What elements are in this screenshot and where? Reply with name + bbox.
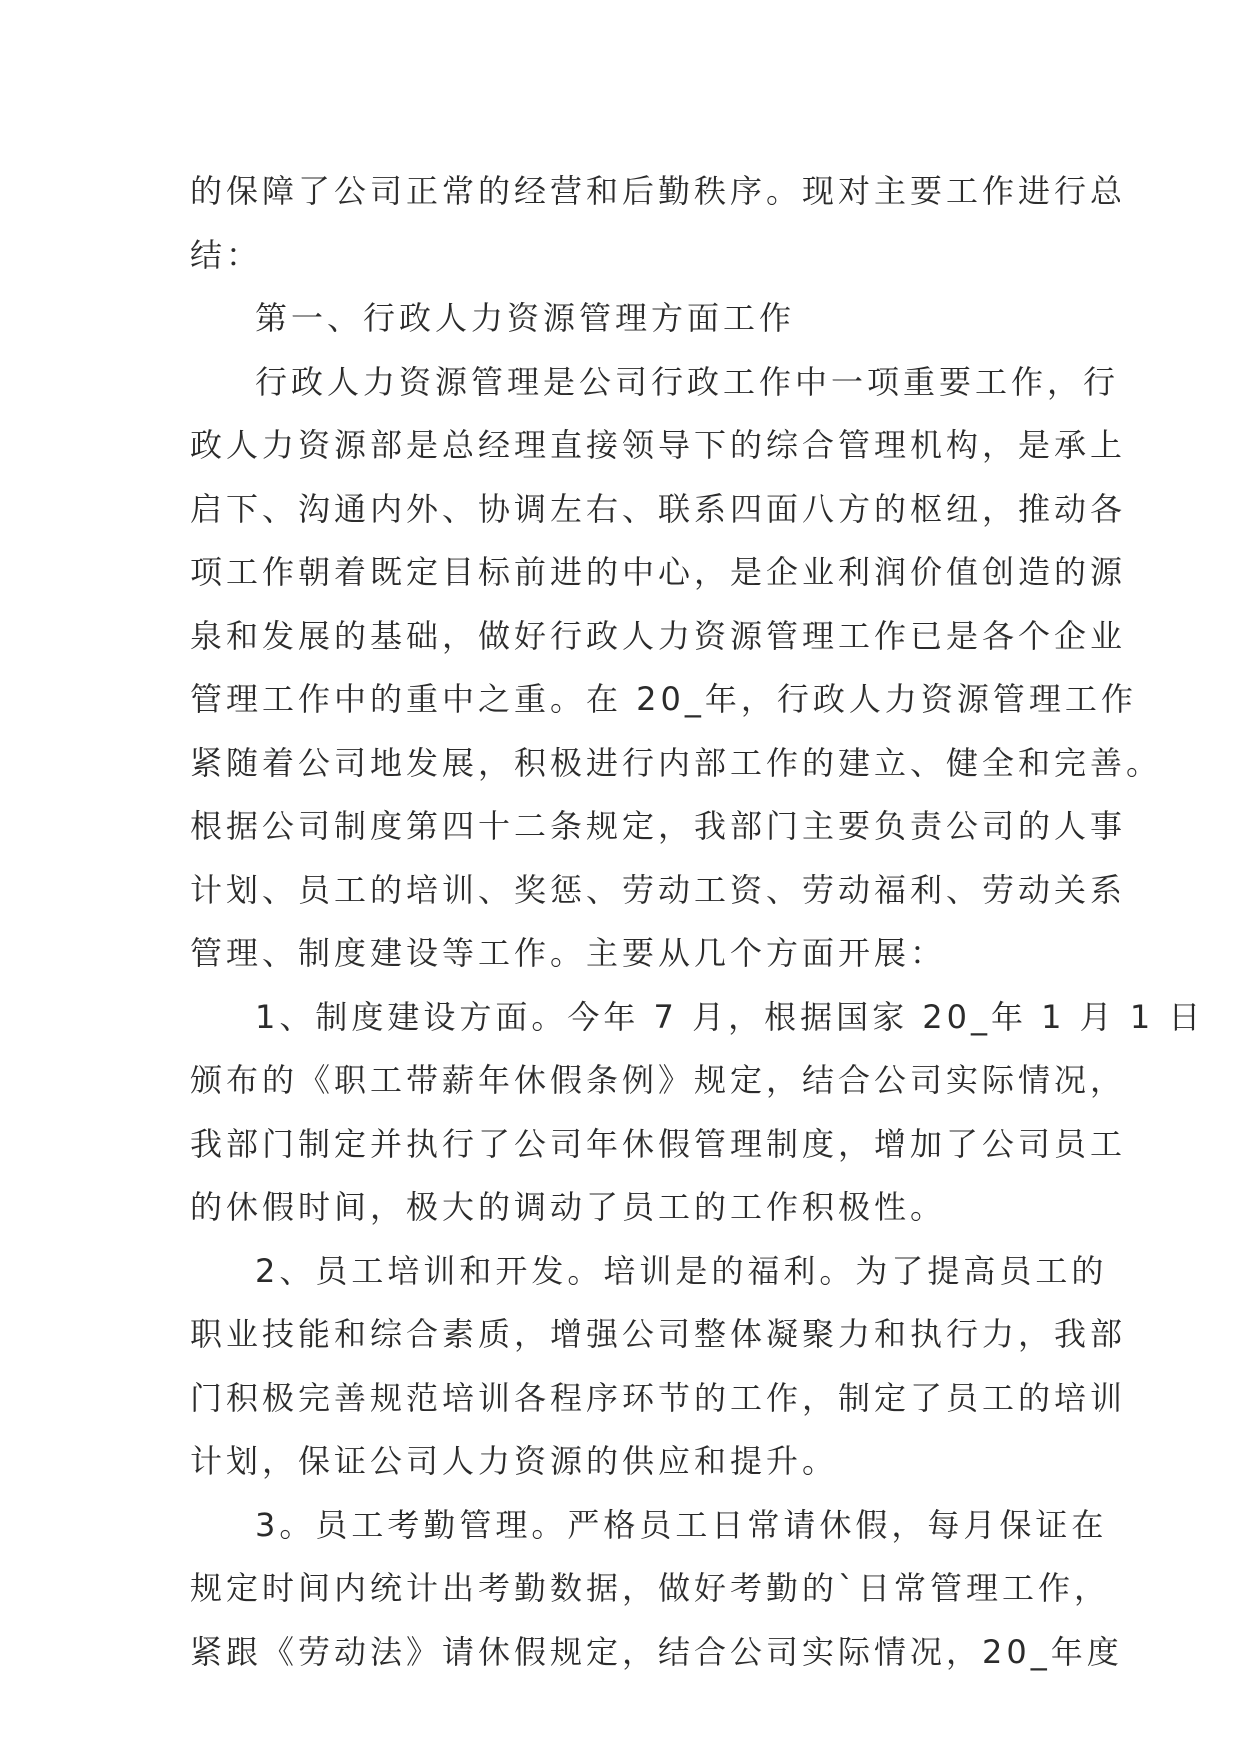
text-line-4: 行政人力资源管理是公司行政工作中一项重要工作，行 bbox=[255, 362, 1120, 401]
text-line-16: 我部门制定并执行了公司年休假管理制度，增加了公司员工 bbox=[190, 1124, 1127, 1163]
text-line-6: 启下、沟通内外、协调左右、联系四面八方的枢纽，推动各 bbox=[190, 489, 1127, 528]
text-line-19: 职业技能和综合素质，增强公司整体凝聚力和执行力，我部 bbox=[190, 1315, 1127, 1353]
text-line-7: 项工作朝着既定目标前进的中心，是企业利润价值创造的源 bbox=[190, 553, 1127, 591]
text-line-8: 泉和发展的基础，做好行政人力资源管理工作已是各个企业 bbox=[190, 616, 1127, 655]
item-2-line: 2、员工培训和开发。培训是的福利。为了提高员工的 bbox=[255, 1251, 1108, 1290]
text-line-2: 结： bbox=[190, 235, 263, 274]
text-line-17: 的休假时间，极大的调动了员工的工作积极性。 bbox=[190, 1188, 947, 1226]
document-body bbox=[190, 160, 1205, 1684]
text-line-1: 的保障了公司正常的经营和后勤秩序。现对主要工作进行总 bbox=[190, 172, 1127, 210]
item-3-line: 3。员工考勤管理。严格员工日常请休假，每月保证在 bbox=[255, 1505, 1108, 1544]
text-line-20: 门积极完善规范培训各程序环节的工作，制定了员工的培训 bbox=[190, 1378, 1127, 1417]
section-heading: 第一、行政人力资源管理方面工作 bbox=[255, 299, 796, 337]
item-1-line: 1、制度建设方面。今年 7 月，根据国家 20_年 1 月 1 日 bbox=[255, 997, 1205, 1036]
text-line-11: 根据公司制度第四十二条规定，我部门主要负责公司的人事 bbox=[190, 807, 1127, 845]
text-line-24: 紧跟《劳动法》请休假规定，结合公司实际情况，20_年度 bbox=[190, 1632, 1123, 1671]
text-line-9: 管理工作中的重中之重。在 20_年，行政人力资源管理工作 bbox=[190, 680, 1137, 718]
text-line-10: 紧随着公司地发展，积极进行内部工作的建立、健全和完善。 bbox=[190, 743, 1163, 782]
text-line-13: 管理、制度建设等工作。主要从几个方面开展： bbox=[190, 934, 947, 972]
text-line-12: 计划、员工的培训、奖惩、劳动工资、劳动福利、劳动关系 bbox=[190, 870, 1127, 909]
text-line-15: 颁布的《职工带薪年休假条例》规定，结合公司实际情况， bbox=[190, 1061, 1127, 1099]
text-line-23: 规定时间内统计出考勤数据，做好考勤的`日常管理工作， bbox=[190, 1569, 1111, 1607]
text-line-5: 政人力资源部是总经理直接领导下的综合管理机构，是承上 bbox=[190, 426, 1127, 464]
text-line-21: 计划，保证公司人力资源的供应和提升。 bbox=[190, 1442, 839, 1480]
